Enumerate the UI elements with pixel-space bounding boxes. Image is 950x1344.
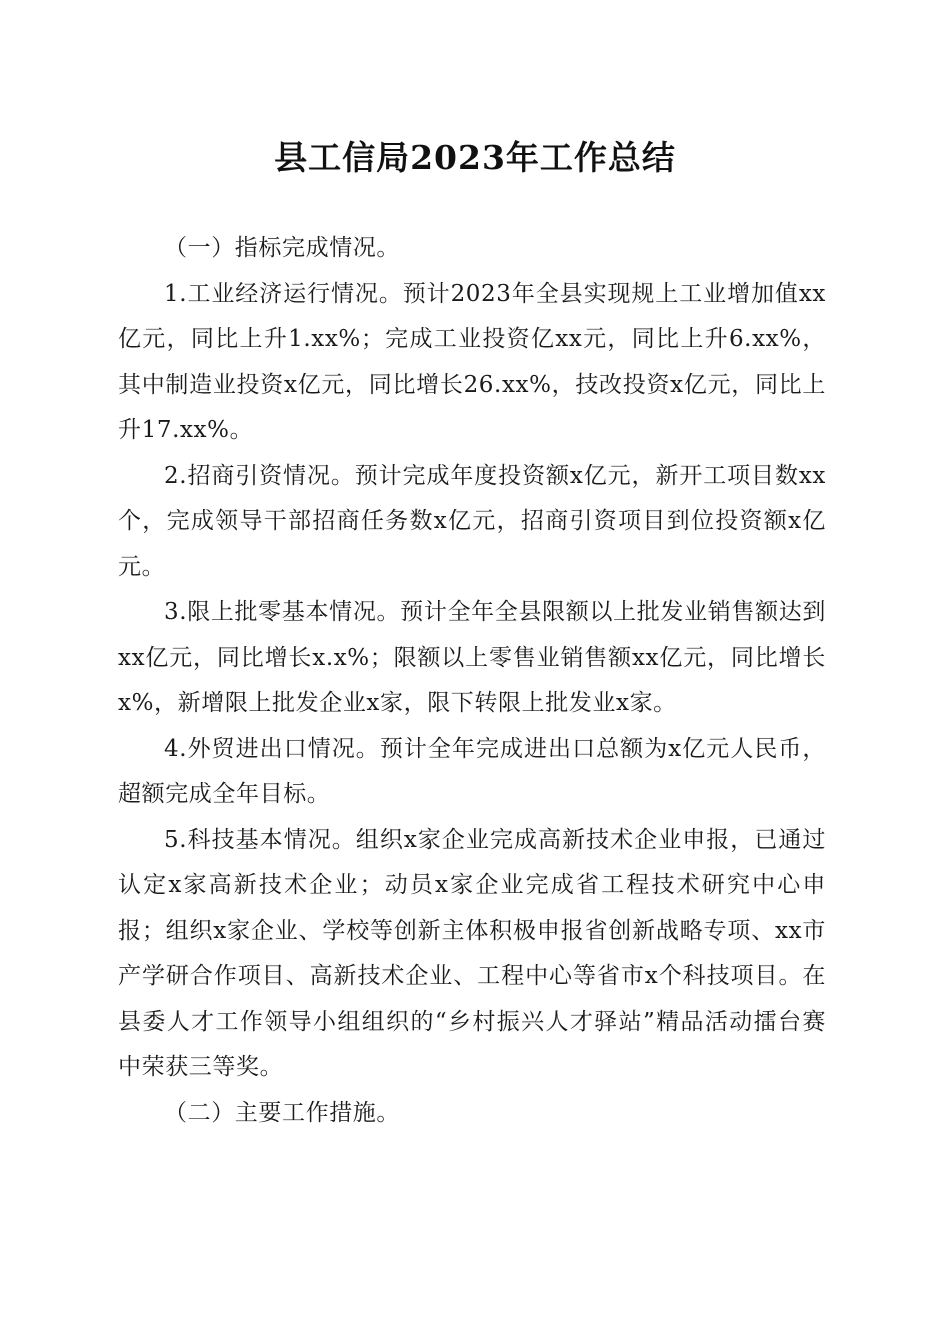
paragraph-industrial-economy: 1.工业经济运行情况。预计2023年全县实现规上工业增加值xx亿元，同比上升1.xx%；完成工业投资亿xx元，同比上升6.xx%，其中制造业投资x亿元，同比增长26.xx%，技改投资x亿元，同比上升17.xx%。 [118,280,826,443]
document-title: 县工信局2023年工作总结 [274,138,676,177]
section-heading-indicators: （一）指标完成情况。 [164,235,400,261]
document-body [118,226,826,1136]
paragraph-foreign-trade: 4.外贸进出口情况。预计全年完成进出口总额为x亿元人民币，超额完成全年目标。 [118,735,826,807]
section-heading-measures: （二）主要工作措施。 [164,1099,400,1126]
paragraph-wholesale-retail: 3.限上批零基本情况。预计全年全县限额以上批发业销售额达到xx亿元，同比增长x.x%；限额以上零售业销售额xx亿元，同比增长x%，新增限上批发企业x家，限下转限上批发业x家。 [118,599,826,716]
paragraph-technology: 5.科技基本情况。组织x家企业完成高新技术企业申报，已通过认定x家高新技术企业；动员x家企业完成省工程技术研究中心申报；组织x家企业、学校等创新主体积极申报省创新战略专项、xx市产学研合作项目、高新技术企业、工程中心等省市x个科技项目。在县委人才工作领导小组组织的“乡村振兴人才驿站”精品活动擂台赛中荣获三等奖。 [118,826,826,1080]
paragraph-investment-attraction: 2.招商引资情况。预计完成年度投资额x亿元，新开工项目数xx个，完成领导干部招商任务数x亿元，招商引资项目到位投资额x亿元。 [118,462,826,580]
